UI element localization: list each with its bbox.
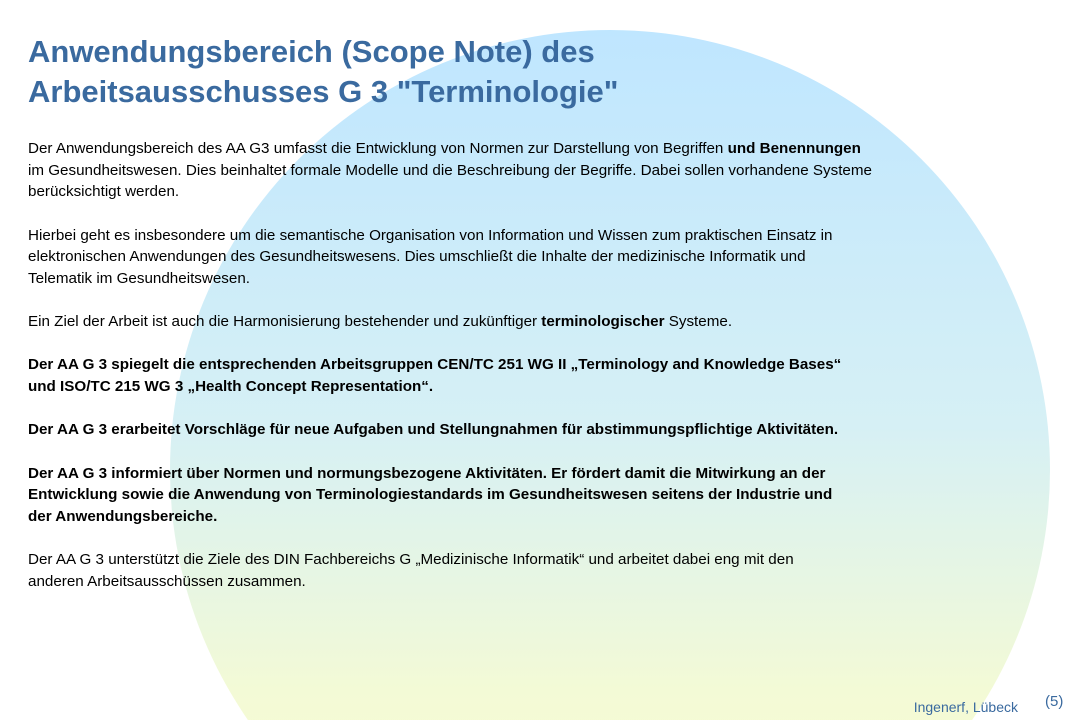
footer-author: Ingenerf, Lübeck: [913, 699, 1018, 715]
paragraph-line: der Anwendungsbereiche.: [28, 507, 218, 525]
paragraph-line: Telematik im Gesundheitswesen.: [28, 270, 251, 288]
text-run: Der Anwendungsbereich des AA G3 umfasst die Entwicklung von Normen zur Darstellung von Begriffen: [28, 140, 728, 157]
paragraph-line: [28, 138, 1073, 160]
paragraph-line: im Gesundheitswesen. Dies beinhaltet formale Modelle und die Beschreibung der Begriffe. Dabei sollen vorhandene Systeme: [28, 161, 872, 179]
slide-title-line-1: Anwendungsbereich (Scope Note) des: [28, 34, 595, 69]
paragraph-line: Der AA G 3 unterstützt die Ziele des DIN Fachbereichs G „Medizinische Informatik“ und arbeitet dabei eng mit den: [28, 551, 794, 569]
bold-text-run: und Benennungen: [727, 140, 861, 157]
slide-body: [28, 138, 1073, 614]
paragraph-semantic-organisation: [28, 225, 1073, 290]
paragraph-line: elektronischen Anwendungen des Gesundheitswesens. Dies umschließt die Inhalte der medizinische Informatik und: [28, 248, 806, 266]
paragraph-line: Der AA G 3 informiert über Normen und normungsbezogene Aktivitäten. Er fördert damit die Mitwirkung an der: [28, 464, 826, 482]
paragraph-line: anderen Arbeitsausschüssen zusammen.: [28, 572, 306, 590]
paragraph-line: berücksichtigt werden.: [28, 183, 180, 201]
page-number: (5): [1045, 693, 1064, 710]
paragraph-line: [28, 311, 1073, 333]
slide-title-line-2: Arbeitsausschusses G 3 "Terminologie": [28, 74, 619, 109]
paragraph-line: Der AA G 3 spiegelt die entsprechenden Arbeitsgruppen CEN/TC 251 WG II „Terminology and Knowledge Bases“: [28, 356, 842, 374]
bold-text-run: terminologischer: [541, 313, 665, 331]
text-run: Systeme.: [664, 313, 733, 331]
paragraph-din-support: [28, 549, 1073, 592]
paragraph-line: Entwicklung sowie die Anwendung von Terminologiestandards im Gesundheitswesen seitens der Industrie und: [28, 486, 833, 504]
slide-title: [28, 32, 1058, 112]
paragraph-line: Der AA G 3 erarbeitet Vorschläge für neue Aufgaben und Stellungnahmen für abstimmungspflichtige Aktivitäten.: [28, 421, 839, 439]
paragraph-harmonisation: [28, 311, 1073, 333]
paragraph-line: Hierbei geht es insbesondere um die semantische Organisation von Information und Wissen zum praktischen Einsatz in: [28, 226, 833, 244]
paragraph-information: [28, 463, 1073, 528]
text-run: Ein Ziel der Arbeit ist auch die Harmonisierung bestehender und zukünftiger: [28, 313, 542, 331]
paragraph-proposals: [28, 419, 1073, 441]
paragraph-scope: [28, 138, 1073, 203]
paragraph-working-groups: [28, 354, 1073, 397]
paragraph-line: und ISO/TC 215 WG 3 „Health Concept Representation“.: [28, 378, 434, 396]
